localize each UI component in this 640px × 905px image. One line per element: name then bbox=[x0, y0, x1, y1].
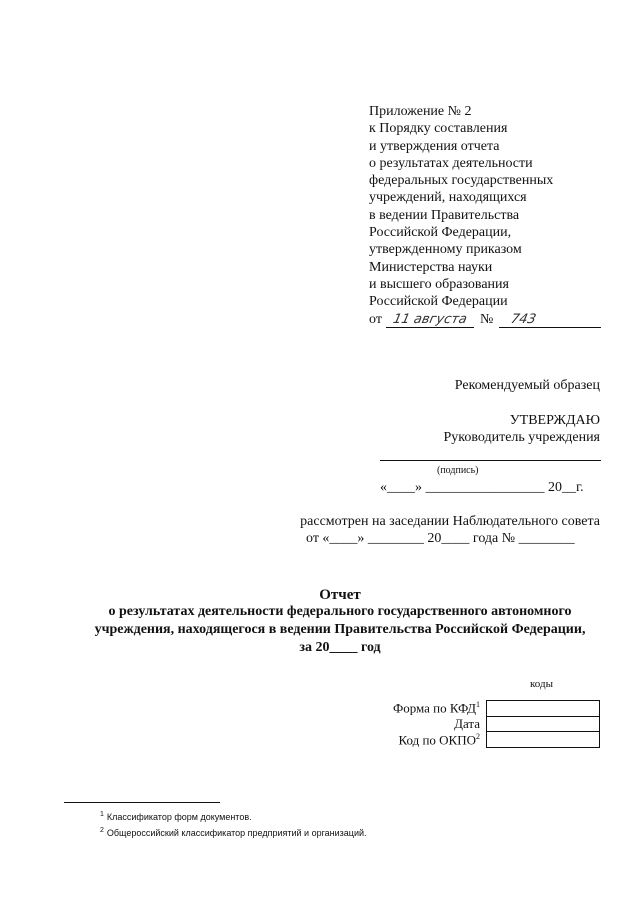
appendix-line: в ведении Правительства bbox=[369, 207, 520, 223]
appendix-line: к Порядку составления bbox=[369, 121, 508, 137]
number-label: № bbox=[479, 311, 494, 327]
appendix-line: Приложение № 2 bbox=[369, 104, 472, 119]
code-cell[interactable] bbox=[486, 700, 600, 717]
appendix-line: о результатах деятельности bbox=[369, 155, 533, 171]
appendix-line: утвержденному приказом bbox=[369, 242, 522, 258]
signature-line bbox=[380, 460, 601, 461]
supervisory-board-line: рассмотрен на заседании Наблюдательного совета bbox=[300, 514, 600, 529]
appendix-line: и утверждения отчета bbox=[369, 138, 500, 154]
footnote-separator bbox=[64, 802, 220, 803]
head-of-institution-label: Руководитель учреждения bbox=[443, 430, 600, 445]
code-cell[interactable] bbox=[486, 732, 600, 748]
appendix-line: и высшего образования bbox=[369, 276, 509, 292]
report-title-line: о результатах деятельности федерального государственного автономного bbox=[108, 604, 572, 619]
appendix-line: Министерства науки bbox=[369, 259, 493, 275]
appendix-line: Российской Федерации, bbox=[369, 225, 512, 241]
codes-table bbox=[320, 700, 602, 748]
codes-row-label: Форма по КФД bbox=[392, 700, 476, 716]
board-date-line: от «____» ________ 20____ года № ________ bbox=[306, 531, 575, 546]
appendix-block bbox=[369, 103, 609, 328]
report-year-line: за 20____ год bbox=[299, 640, 381, 655]
report-title-line: учреждения, находящегося в ведении Правительства Российской Федерации, bbox=[94, 622, 586, 637]
appendix-line: учреждений, находящихся bbox=[369, 190, 527, 206]
handwritten-date: 11 августа bbox=[391, 311, 469, 327]
report-title: Отчет bbox=[319, 587, 361, 603]
approve-heading: УТВЕРЖДАЮ bbox=[509, 413, 600, 428]
from-label: от bbox=[369, 311, 382, 327]
codes-label: коды bbox=[530, 678, 553, 690]
appendix-line: Российской Федерации bbox=[369, 294, 508, 310]
sample-label: Рекомендуемый образец bbox=[454, 378, 600, 393]
code-cell[interactable] bbox=[486, 716, 600, 732]
codes-row bbox=[320, 700, 602, 716]
footnote-mark: 2 bbox=[100, 827, 104, 834]
approval-date-line: «____» _________________ 20__г. bbox=[380, 480, 584, 495]
codes-row bbox=[320, 716, 602, 732]
signature-caption: (подпись) bbox=[437, 465, 479, 476]
codes-row-label: Дата bbox=[454, 716, 480, 731]
order-reference-row bbox=[369, 311, 609, 328]
footnote bbox=[100, 824, 367, 840]
footnote-text: Классификатор форм документов. bbox=[106, 812, 252, 822]
footnote-text: Общероссийский классификатор предприятий и организаций. bbox=[106, 828, 367, 838]
order-number-field bbox=[499, 312, 601, 328]
codes-row-label: Код по ОКПО bbox=[398, 732, 476, 748]
footnote-ref: 1 bbox=[476, 699, 480, 709]
handwritten-number: 743 bbox=[509, 311, 538, 327]
codes-row bbox=[320, 732, 602, 748]
order-date-field bbox=[386, 312, 474, 328]
appendix-line: федеральных государственных bbox=[369, 173, 554, 189]
footnote-mark: 1 bbox=[100, 811, 104, 818]
footnote bbox=[100, 808, 367, 824]
footnote-ref: 2 bbox=[476, 731, 480, 741]
footnotes bbox=[100, 808, 367, 840]
